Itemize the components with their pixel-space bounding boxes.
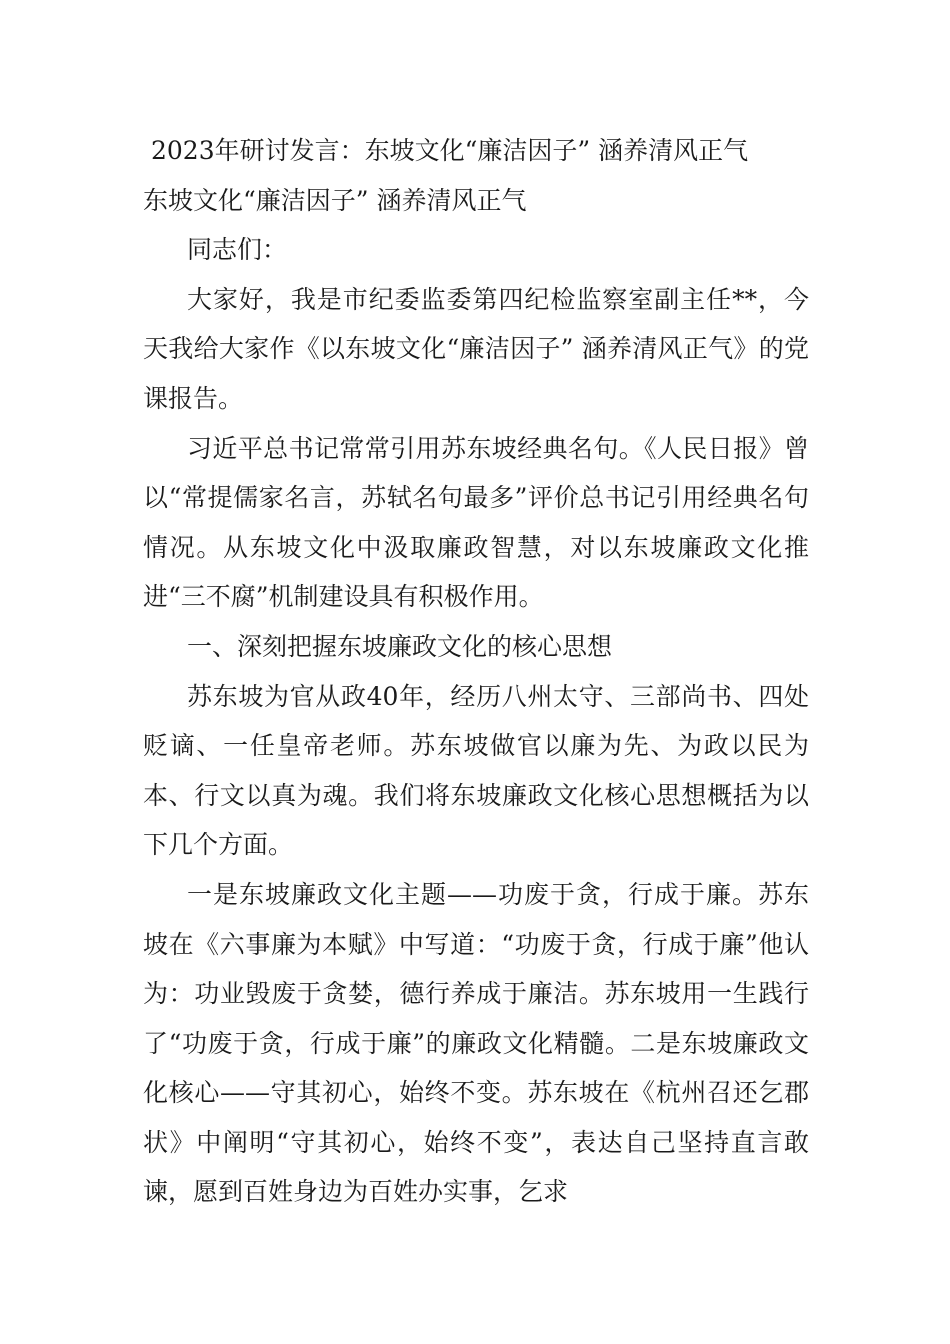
document-subtitle: 东坡文化“廉洁因子” 涵养清风正气 bbox=[143, 185, 527, 215]
salutation: 同志们： bbox=[187, 235, 288, 265]
paragraph-career: 苏东坡为官从政40年，经历八州太守、三部尚书、四处贬谪、一任皇帝老师。苏东坡做官以廉为先、为政以民为本、行文以真为魂。我们将东坡廉政文化核心思想概括为以下几个方面。 bbox=[143, 681, 809, 860]
document-title: 2023年研讨发言：东坡文化“廉洁因子” 涵养清风正气 bbox=[151, 136, 749, 165]
paragraph-background: 习近平总书记常常引用苏东坡经典名句。《人民日报》曾以“常提儒家名言，苏轼名句最多”评价总书记引用经典名句情况。从东坡文化中汲取廉政智慧，对以东坡廉政文化推进“三不腐”机制建设具有积极作用。 bbox=[143, 433, 809, 612]
paragraph-core-ideas: 一是东坡廉政文化主题——功废于贪，行成于廉。苏东坡在《六事廉为本赋》中写道：“功废于贪，行成于廉”他认为：功业毁废于贪婪，德行养成于廉洁。苏东坡用一生践行了“功废于贪，行成于廉”的廉政文化精髓。二是东坡廉政文化核心——守其初心，始终不变。苏东坡在《杭州召还乞郡状》中阐明“守其初心，始终不变”，表达自己坚持直言敢谏，愿到百姓身边为百姓办实事，乞求 bbox=[143, 879, 809, 1207]
paragraph-intro: 大家好，我是市纪委监委第四纪检监察室副主任**，今天我给大家作《以东坡文化“廉洁因子” 涵养清风正气》的党课报告。 bbox=[143, 284, 809, 413]
section-heading-1: 一、深刻把握东坡廉政文化的核心思想 bbox=[187, 631, 613, 661]
document-body bbox=[143, 126, 809, 1217]
